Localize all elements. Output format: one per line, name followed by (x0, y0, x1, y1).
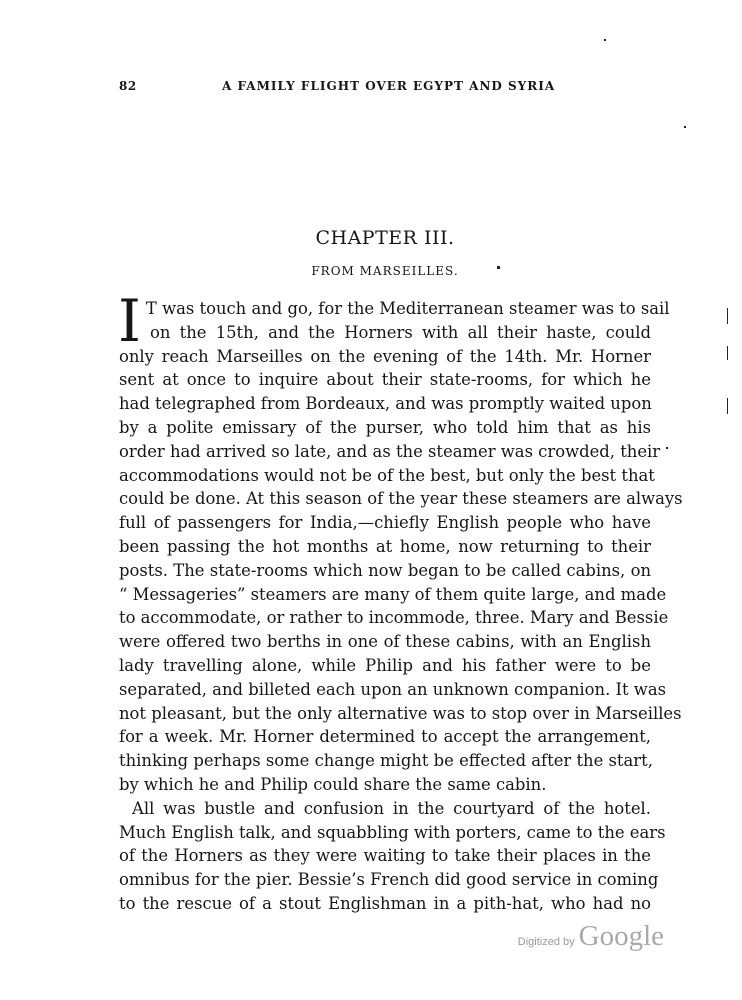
scan-speck (684, 126, 686, 128)
scan-speck (666, 447, 668, 449)
watermark-brand: Google (578, 920, 664, 952)
running-head: A FAMILY FLIGHT OVER EGYPT AND SYRIA (222, 79, 556, 93)
text-line: to the rescue of a stout Englishman in a pith-hat, who had no (119, 893, 651, 913)
text-line: by a polite emissary of the purser, who told him that as his (119, 417, 651, 437)
paragraph-1 (118, 287, 683, 797)
text-line: for a week. Mr. Horner determined to accept the arrangement, (119, 727, 651, 747)
chapter-subtitle: FROM MARSEILLES. (311, 264, 459, 278)
text-line: separated, and billeted each upon an unknown companion. It was (119, 679, 667, 699)
text-line: order had arrived so late, and as the steamer was crowded, their (119, 441, 661, 461)
text-line: omnibus for the pier. Bessie’s French did good service in coming (119, 870, 659, 890)
text-line: Much English talk, and squabbling with porters, came to the ears (119, 822, 666, 842)
text-line: sent at once to inquire about their state-rooms, for which he (119, 370, 651, 390)
text-line: could be done. At this season of the year these steamers are always (119, 489, 683, 509)
scan-speck (497, 266, 500, 269)
text-line: by which he and Philip could share the same cabin. (119, 774, 547, 794)
text-line: to accommodate, or rather to incommode, three. Mary and Bessie (119, 608, 669, 628)
text-line: only reach Marseilles on the evening of the 14th. Mr. Horner (119, 346, 651, 366)
paragraph-2 (119, 797, 666, 916)
text-line: accommodations would not be of the best, but only the best that (119, 465, 655, 485)
scan-speck (727, 308, 728, 324)
text-line: on the 15th, and the Horners with all their haste, could (150, 322, 651, 342)
watermark-prefix: Digitized by (517, 936, 575, 948)
text-line: All was bustle and confusion in the courtyard of the hotel. (132, 798, 651, 818)
text-line: of the Horners as they were waiting to take their places in the (119, 846, 651, 866)
text-line: were offered two berths in one of these cabins, with an English (119, 632, 651, 652)
text-line: T was touch and go, for the Mediterranean steamer was to sail (145, 299, 670, 318)
page-number: 82 (119, 79, 137, 93)
digitized-watermark (518, 920, 664, 953)
scan-speck (604, 39, 606, 41)
scan-speck (727, 346, 728, 360)
text-line: not pleasant, but the only alternative was to stop over in Marseilles (119, 703, 682, 723)
chapter-title: CHAPTER III. (315, 227, 455, 249)
scan-speck (727, 398, 728, 414)
text-line: full of passengers for India,—chiefly English people who have (119, 513, 651, 533)
text-line: posts. The state-rooms which now began to be called cabins, on (119, 560, 651, 580)
drop-cap: I (118, 287, 141, 355)
body-text (118, 287, 683, 916)
text-line: “ Messageries” steamers are many of them quite large, and made (119, 584, 667, 604)
text-line: lady travelling alone, while Philip and his father were to be (119, 655, 651, 675)
text-line: thinking perhaps some change might be effected after the start, (119, 751, 653, 771)
text-line: had telegraphed from Bordeaux, and was promptly waited upon (119, 394, 652, 414)
text-line: been passing the hot months at home, now returning to their (119, 536, 651, 556)
